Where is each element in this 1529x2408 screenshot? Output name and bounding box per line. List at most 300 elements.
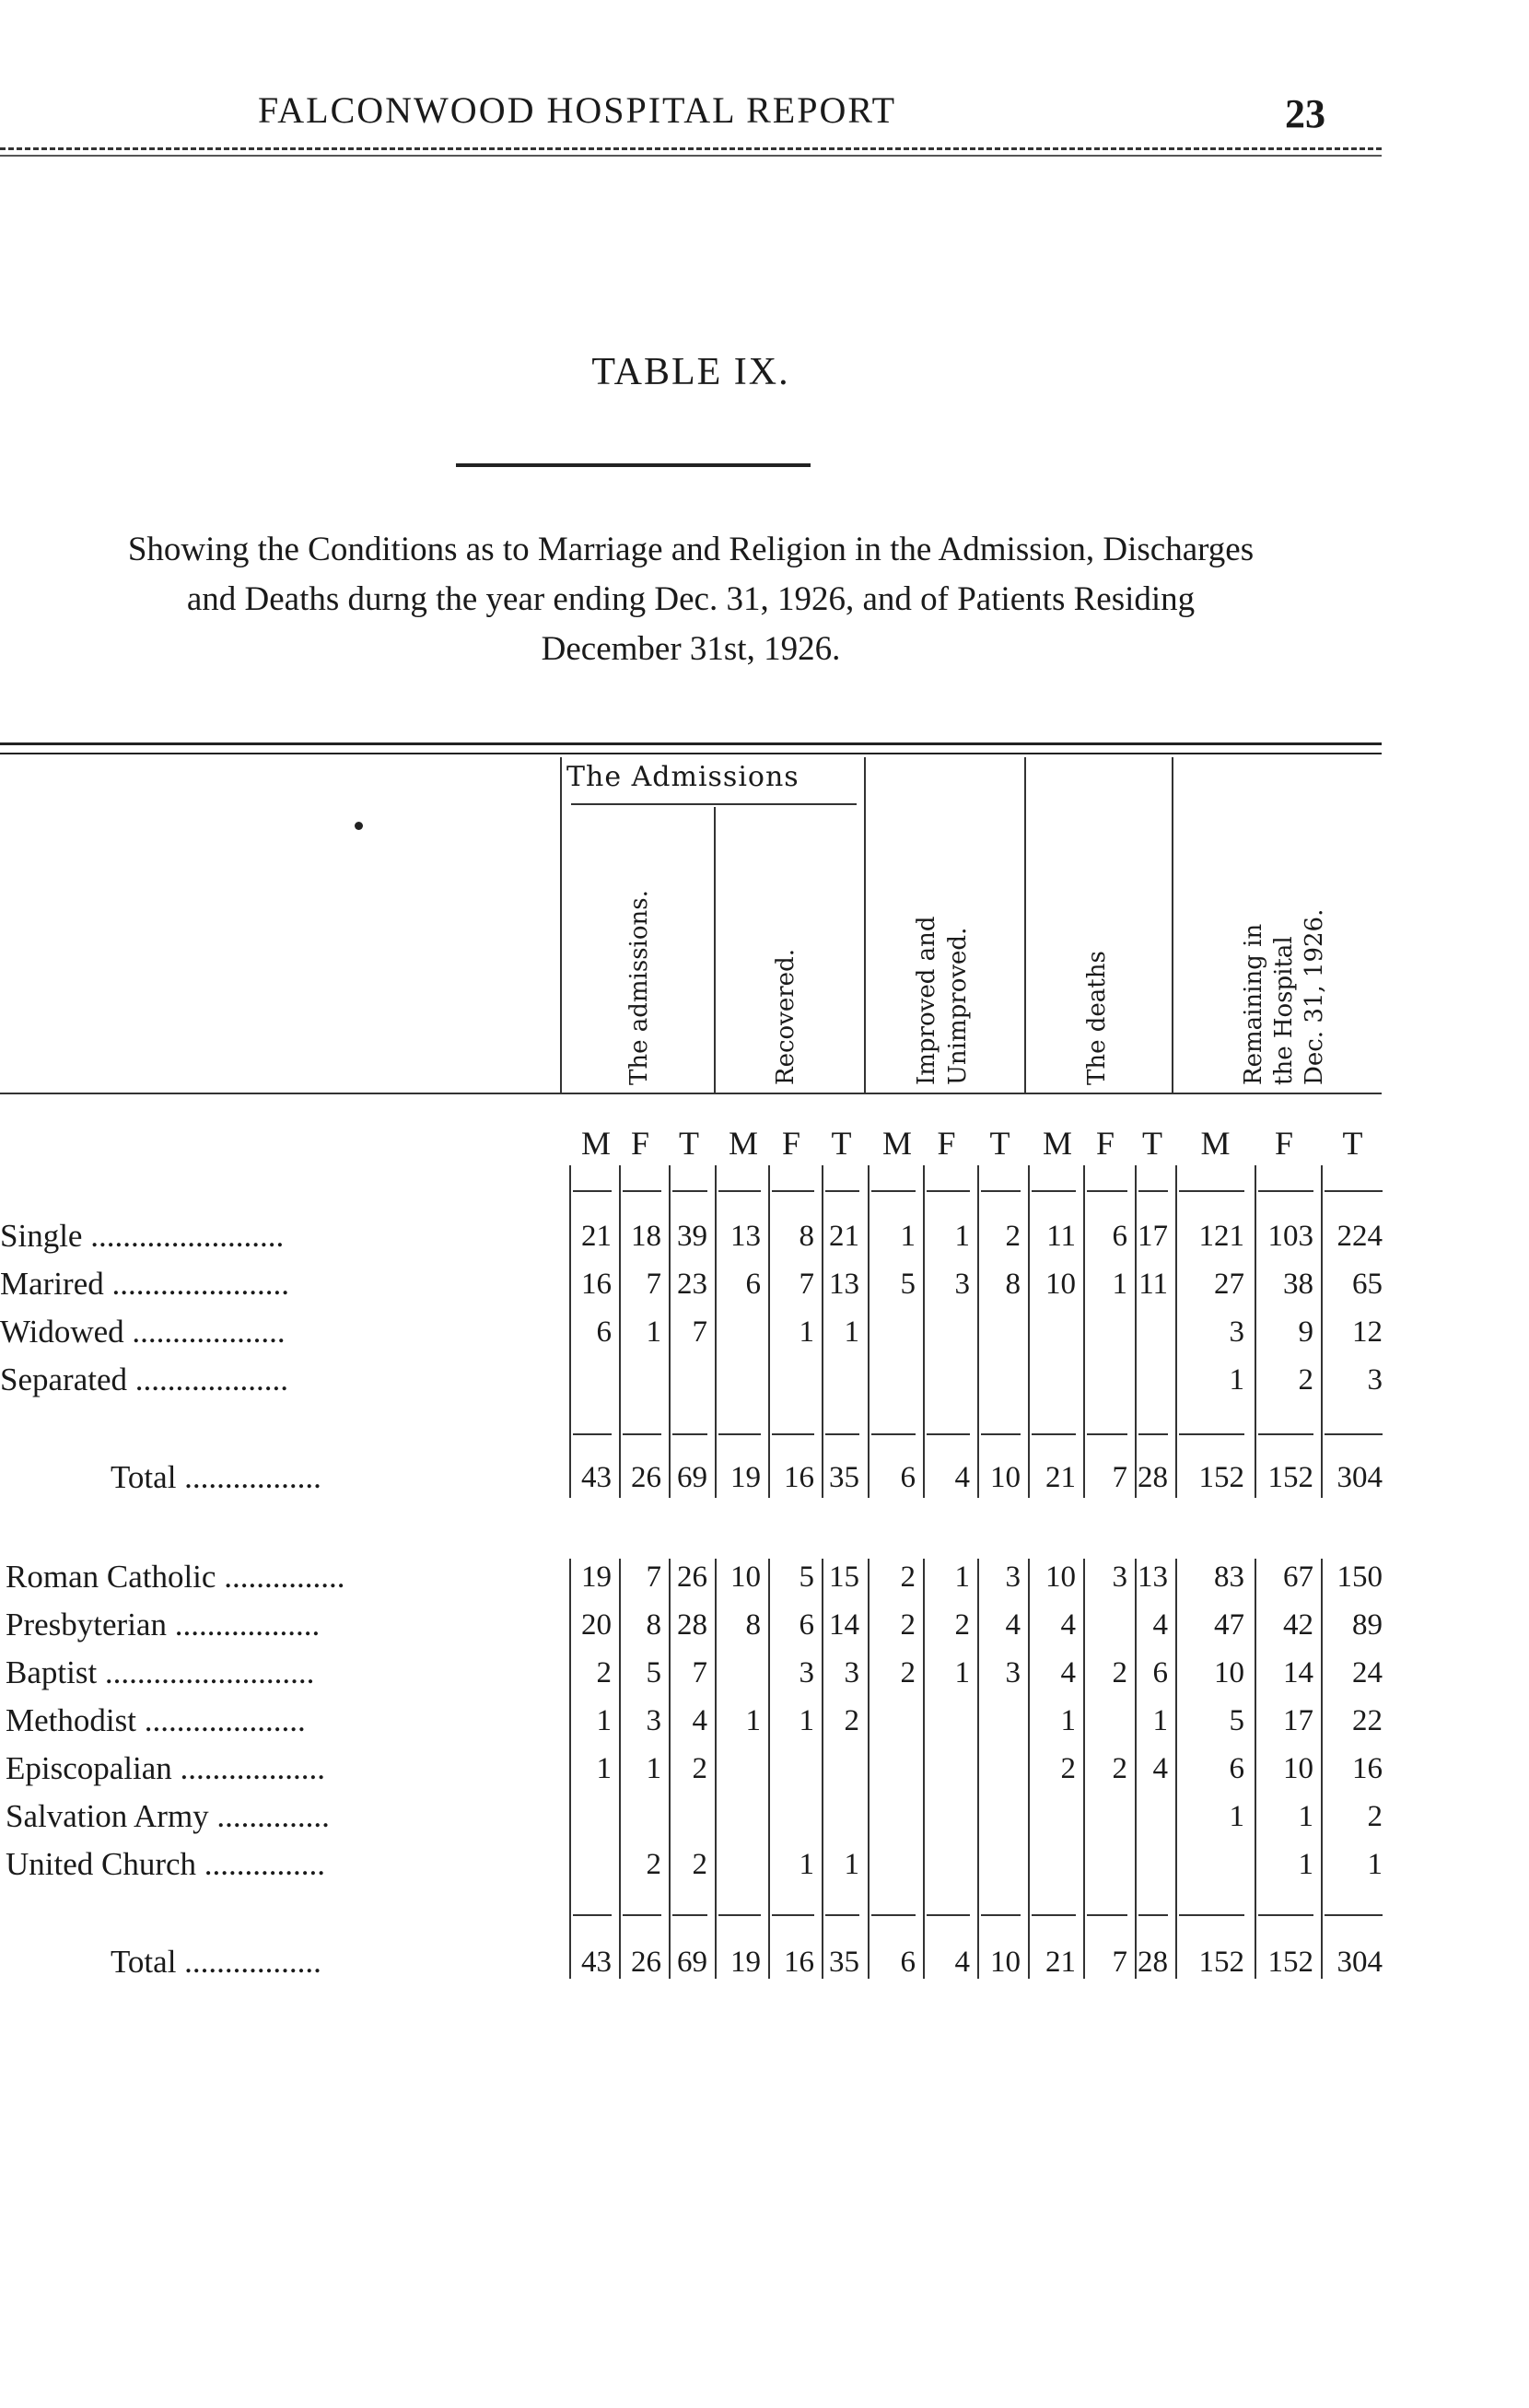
religion-row-0-cell: 3 bbox=[1005, 1561, 1021, 1594]
separator-segment bbox=[718, 1433, 761, 1435]
religion-row-0-label: Roman Catholic ............... bbox=[6, 1559, 345, 1595]
col-header-improved-1: Improved and bbox=[913, 916, 940, 1085]
marriage-row-1-cell: 8 bbox=[1005, 1268, 1021, 1301]
marriage-total-cell: 7 bbox=[1112, 1461, 1127, 1494]
sub-header-m: M bbox=[882, 1125, 914, 1162]
separator-segment bbox=[672, 1914, 707, 1916]
religion-row-4-cell: 10 bbox=[1283, 1752, 1313, 1785]
religion-row-4-cell: 4 bbox=[1152, 1752, 1168, 1785]
marriage-row-0-cell: 1 bbox=[954, 1220, 970, 1253]
marriage-row-1-cell: 16 bbox=[581, 1268, 612, 1301]
separator-segment bbox=[1032, 1190, 1076, 1192]
header-rule bbox=[0, 147, 1382, 150]
col-divider bbox=[1024, 757, 1026, 1093]
sub-header-m: M bbox=[1043, 1125, 1074, 1162]
religion-row-1-cell: 89 bbox=[1352, 1608, 1383, 1642]
marriage-total-cell: 26 bbox=[631, 1461, 661, 1494]
religion-row-3-cell: 1 bbox=[1152, 1704, 1168, 1737]
column-tick bbox=[1083, 1846, 1085, 1894]
marriage-total-cell: 35 bbox=[829, 1461, 859, 1494]
religion-total-cell: 21 bbox=[1045, 1946, 1076, 1979]
religion-row-2-cell: 7 bbox=[692, 1656, 707, 1689]
marriage-row-1-cell: 38 bbox=[1283, 1268, 1313, 1301]
title-rule bbox=[456, 463, 811, 467]
sub-header-m: M bbox=[729, 1125, 760, 1162]
column-tick bbox=[1083, 1314, 1085, 1362]
column-tick bbox=[1135, 1798, 1137, 1846]
separator-segment bbox=[1258, 1914, 1313, 1916]
religion-row-6-cell: 1 bbox=[1298, 1848, 1313, 1881]
separator-segment bbox=[1325, 1914, 1383, 1916]
religion-row-5-cell: 1 bbox=[1298, 1800, 1313, 1833]
column-tick bbox=[1135, 1165, 1137, 1221]
column-tick bbox=[868, 1314, 870, 1362]
caption-line-2: and Deaths durng the year ending Dec. 31, 1926, and of Patients Residing bbox=[186, 580, 1196, 618]
separator-segment bbox=[927, 1914, 970, 1916]
religion-row-6-cell: 2 bbox=[646, 1848, 661, 1881]
column-tick bbox=[923, 1846, 925, 1894]
column-tick bbox=[1135, 1362, 1137, 1409]
caption-line-3: December 31st, 1926. bbox=[541, 630, 841, 668]
marriage-row-2-cell: 12 bbox=[1352, 1315, 1383, 1349]
marriage-row-2-label: Widowed ................... bbox=[0, 1314, 286, 1350]
column-tick bbox=[1083, 1362, 1085, 1409]
religion-row-3-cell: 1 bbox=[799, 1704, 814, 1737]
column-tick bbox=[768, 1362, 770, 1409]
marriage-row-0-cell: 8 bbox=[799, 1220, 814, 1253]
separator-segment bbox=[1258, 1190, 1313, 1192]
sub-header-f: F bbox=[631, 1125, 651, 1162]
marriage-row-2-cell: 9 bbox=[1298, 1315, 1313, 1349]
religion-row-2-cell: 2 bbox=[1112, 1656, 1127, 1689]
column-tick bbox=[569, 1798, 571, 1846]
column-tick bbox=[1083, 1702, 1085, 1750]
marriage-row-3-cell: 3 bbox=[1367, 1363, 1383, 1397]
column-tick bbox=[822, 1798, 823, 1846]
marriage-total-cell: 21 bbox=[1045, 1461, 1076, 1494]
separator-segment bbox=[573, 1914, 612, 1916]
sub-header-f: F bbox=[937, 1125, 957, 1162]
sub-header-m: M bbox=[1200, 1125, 1231, 1162]
separator-segment bbox=[1179, 1433, 1244, 1435]
table-title: TABLE IX. bbox=[591, 351, 790, 393]
separator-segment bbox=[672, 1190, 707, 1192]
marriage-row-3-cell: 1 bbox=[1229, 1363, 1244, 1397]
sub-header-f: F bbox=[1096, 1125, 1116, 1162]
religion-row-2-cell: 3 bbox=[799, 1656, 814, 1689]
religion-row-6-cell: 1 bbox=[1367, 1848, 1383, 1881]
religion-total-cell: 69 bbox=[677, 1946, 707, 1979]
separator-segment bbox=[1087, 1914, 1127, 1916]
religion-row-0-cell: 15 bbox=[829, 1561, 859, 1594]
column-tick bbox=[1175, 1165, 1177, 1221]
column-tick bbox=[923, 1314, 925, 1362]
separator-segment bbox=[871, 1433, 916, 1435]
table-top-rule bbox=[0, 742, 1382, 745]
religion-row-0-cell: 19 bbox=[581, 1561, 612, 1594]
religion-row-0-cell: 3 bbox=[1112, 1561, 1127, 1594]
group-underline bbox=[571, 803, 857, 805]
column-tick bbox=[768, 1165, 770, 1221]
col-header-admissions: The admissions. bbox=[625, 890, 653, 1085]
col-divider bbox=[714, 807, 716, 1093]
separator-segment bbox=[927, 1190, 970, 1192]
marriage-row-2-cell: 1 bbox=[799, 1315, 814, 1349]
column-tick bbox=[977, 1165, 979, 1221]
religion-row-2-cell: 2 bbox=[900, 1656, 916, 1689]
separator-segment bbox=[871, 1914, 916, 1916]
religion-row-5-label: Salvation Army .............. bbox=[6, 1798, 330, 1834]
religion-row-5-cell: 2 bbox=[1367, 1800, 1383, 1833]
marriage-row-1-cell: 7 bbox=[646, 1268, 661, 1301]
column-tick bbox=[868, 1362, 870, 1409]
separator-segment bbox=[718, 1190, 761, 1192]
column-tick bbox=[1321, 1165, 1323, 1221]
religion-row-3-cell: 5 bbox=[1229, 1704, 1244, 1737]
column-tick bbox=[1028, 1362, 1030, 1409]
marriage-row-0-label: Single ........................ bbox=[0, 1218, 285, 1254]
marriage-row-0-cell: 6 bbox=[1112, 1220, 1127, 1253]
sub-header-t: T bbox=[679, 1125, 700, 1162]
stray-mark bbox=[355, 822, 363, 830]
column-tick bbox=[868, 1702, 870, 1750]
religion-row-0-cell: 13 bbox=[1138, 1561, 1168, 1594]
religion-total-cell: 304 bbox=[1336, 1946, 1383, 1979]
separator-segment bbox=[1179, 1914, 1244, 1916]
religion-row-0-cell: 26 bbox=[677, 1561, 707, 1594]
column-tick bbox=[1083, 1798, 1085, 1846]
table-top-rule-inner bbox=[0, 753, 1382, 754]
religion-total-cell: 7 bbox=[1112, 1946, 1127, 1979]
column-tick bbox=[619, 1798, 621, 1846]
column-tick bbox=[977, 1362, 979, 1409]
column-tick bbox=[822, 1362, 823, 1409]
marriage-total-cell: 16 bbox=[784, 1461, 814, 1494]
col-header-remaining-1: Remaining in bbox=[1240, 923, 1267, 1085]
marriage-row-3-label: Separated ................... bbox=[0, 1362, 288, 1397]
separator-segment bbox=[623, 1190, 661, 1192]
column-tick bbox=[569, 1362, 571, 1409]
marriage-total-label: Total ................. bbox=[111, 1459, 321, 1495]
religion-row-6-cell: 1 bbox=[799, 1848, 814, 1881]
separator-segment bbox=[718, 1914, 761, 1916]
sub-header-t: T bbox=[831, 1125, 853, 1162]
separator-segment bbox=[1138, 1433, 1168, 1435]
group-label-admissions: The Admissions bbox=[566, 761, 800, 793]
marriage-total-cell: 6 bbox=[900, 1461, 916, 1494]
marriage-row-2-cell: 1 bbox=[646, 1315, 661, 1349]
separator-segment bbox=[825, 1914, 859, 1916]
religion-row-6-cell: 2 bbox=[692, 1848, 707, 1881]
marriage-row-0-cell: 1 bbox=[900, 1220, 916, 1253]
separator-segment bbox=[825, 1433, 859, 1435]
marriage-total-cell: 152 bbox=[1267, 1461, 1313, 1494]
religion-row-4-cell: 2 bbox=[1060, 1752, 1076, 1785]
separator-segment bbox=[981, 1190, 1021, 1192]
religion-row-4-label: Episcopalian .................. bbox=[6, 1750, 326, 1786]
religion-row-2-cell: 14 bbox=[1283, 1656, 1313, 1689]
column-tick bbox=[715, 1314, 717, 1362]
col-header-recovered: Recovered. bbox=[772, 949, 800, 1085]
column-tick bbox=[669, 1798, 671, 1846]
page-number: 23 bbox=[1285, 91, 1325, 136]
column-tick bbox=[977, 1314, 979, 1362]
sub-header-t: T bbox=[1342, 1125, 1364, 1162]
religion-row-3-cell: 1 bbox=[745, 1704, 761, 1737]
religion-row-4-cell: 16 bbox=[1352, 1752, 1383, 1785]
religion-row-2-cell: 3 bbox=[844, 1656, 859, 1689]
religion-row-4-cell: 1 bbox=[596, 1752, 612, 1785]
marriage-row-0-cell: 21 bbox=[829, 1220, 859, 1253]
separator-segment bbox=[981, 1914, 1021, 1916]
column-tick bbox=[977, 1846, 979, 1894]
marriage-row-1-label: Marired ...................... bbox=[0, 1266, 289, 1302]
separator-segment bbox=[772, 1433, 814, 1435]
religion-total-label: Total ................. bbox=[111, 1944, 321, 1980]
separator-segment bbox=[772, 1190, 814, 1192]
column-tick bbox=[619, 1165, 621, 1221]
marriage-row-1-cell: 13 bbox=[829, 1268, 859, 1301]
column-tick bbox=[923, 1362, 925, 1409]
marriage-row-0-cell: 224 bbox=[1336, 1220, 1383, 1253]
religion-row-0-cell: 83 bbox=[1214, 1561, 1244, 1594]
religion-row-2-cell: 24 bbox=[1352, 1656, 1383, 1689]
religion-row-4-cell: 2 bbox=[692, 1752, 707, 1785]
marriage-row-1-cell: 10 bbox=[1045, 1268, 1076, 1301]
sub-header-t: T bbox=[989, 1125, 1011, 1162]
separator-segment bbox=[1138, 1914, 1168, 1916]
religion-row-4-cell: 1 bbox=[646, 1752, 661, 1785]
marriage-row-0-cell: 103 bbox=[1267, 1220, 1313, 1253]
column-tick bbox=[1083, 1607, 1085, 1654]
marriage-row-1-cell: 7 bbox=[799, 1268, 814, 1301]
religion-row-3-cell: 1 bbox=[596, 1704, 612, 1737]
separator-segment bbox=[1138, 1190, 1168, 1192]
column-tick bbox=[669, 1165, 671, 1221]
column-tick bbox=[569, 1846, 571, 1894]
col-header-remaining-3: Dec. 31, 1926. bbox=[1301, 908, 1328, 1085]
column-tick bbox=[1028, 1846, 1030, 1894]
column-tick bbox=[822, 1750, 823, 1798]
separator-segment bbox=[981, 1433, 1021, 1435]
religion-total-cell: 10 bbox=[990, 1946, 1021, 1979]
religion-row-2-cell: 6 bbox=[1152, 1656, 1168, 1689]
religion-row-0-cell: 10 bbox=[1045, 1561, 1076, 1594]
sub-header-f: F bbox=[782, 1125, 802, 1162]
religion-row-3-cell: 1 bbox=[1060, 1704, 1076, 1737]
column-tick bbox=[923, 1702, 925, 1750]
religion-row-1-cell: 47 bbox=[1214, 1608, 1244, 1642]
column-tick bbox=[715, 1165, 717, 1221]
column-tick bbox=[923, 1798, 925, 1846]
religion-row-6-cell: 1 bbox=[844, 1848, 859, 1881]
column-tick bbox=[715, 1750, 717, 1798]
column-tick bbox=[868, 1165, 870, 1221]
religion-row-1-cell: 8 bbox=[745, 1608, 761, 1642]
religion-row-1-cell: 4 bbox=[1060, 1608, 1076, 1642]
separator-segment bbox=[1325, 1190, 1383, 1192]
col-header-remaining-2: the Hospital bbox=[1270, 936, 1298, 1085]
column-tick bbox=[768, 1750, 770, 1798]
marriage-row-0-cell: 121 bbox=[1198, 1220, 1244, 1253]
religion-row-1-cell: 4 bbox=[1005, 1608, 1021, 1642]
column-tick bbox=[1028, 1798, 1030, 1846]
marriage-row-2-cell: 1 bbox=[844, 1315, 859, 1349]
column-tick bbox=[868, 1750, 870, 1798]
column-tick bbox=[822, 1165, 823, 1221]
marriage-total-cell: 304 bbox=[1336, 1461, 1383, 1494]
column-tick bbox=[715, 1654, 717, 1702]
marriage-row-1-cell: 5 bbox=[900, 1268, 916, 1301]
marriage-total-cell: 152 bbox=[1198, 1461, 1244, 1494]
religion-row-3-cell: 4 bbox=[692, 1704, 707, 1737]
column-tick bbox=[569, 1165, 571, 1221]
religion-total-cell: 4 bbox=[954, 1946, 970, 1979]
separator-segment bbox=[927, 1433, 970, 1435]
col-header-improved-2: Unimproved. bbox=[944, 927, 972, 1085]
marriage-row-0-cell: 17 bbox=[1138, 1220, 1168, 1253]
religion-row-4-cell: 6 bbox=[1229, 1752, 1244, 1785]
separator-segment bbox=[772, 1914, 814, 1916]
religion-row-2-cell: 1 bbox=[954, 1656, 970, 1689]
column-tick bbox=[715, 1846, 717, 1894]
marriage-row-0-cell: 39 bbox=[677, 1220, 707, 1253]
sub-header-t: T bbox=[1142, 1125, 1163, 1162]
column-tick bbox=[619, 1362, 621, 1409]
religion-row-1-cell: 20 bbox=[581, 1608, 612, 1642]
religion-row-2-cell: 10 bbox=[1214, 1656, 1244, 1689]
separator-segment bbox=[1087, 1190, 1127, 1192]
col-divider bbox=[560, 757, 562, 1093]
religion-row-1-cell: 14 bbox=[829, 1608, 859, 1642]
marriage-total-cell: 28 bbox=[1138, 1461, 1168, 1494]
marriage-row-1-cell: 1 bbox=[1112, 1268, 1127, 1301]
religion-total-cell: 26 bbox=[631, 1946, 661, 1979]
religion-row-1-cell: 28 bbox=[677, 1608, 707, 1642]
religion-total-cell: 6 bbox=[900, 1946, 916, 1979]
column-tick bbox=[1028, 1165, 1030, 1221]
marriage-total-cell: 4 bbox=[954, 1461, 970, 1494]
marriage-row-3-cell: 2 bbox=[1298, 1363, 1313, 1397]
column-tick bbox=[715, 1798, 717, 1846]
separator-segment bbox=[1087, 1433, 1127, 1435]
column-tick bbox=[1083, 1165, 1085, 1221]
separator-segment bbox=[1258, 1433, 1313, 1435]
marriage-row-1-cell: 3 bbox=[954, 1268, 970, 1301]
marriage-row-1-cell: 11 bbox=[1138, 1268, 1168, 1301]
column-tick bbox=[768, 1798, 770, 1846]
sub-header-m: M bbox=[581, 1125, 613, 1162]
separator-segment bbox=[573, 1433, 612, 1435]
separator-segment bbox=[825, 1190, 859, 1192]
religion-row-2-label: Baptist .......................... bbox=[6, 1654, 315, 1690]
marriage-row-0-cell: 11 bbox=[1046, 1220, 1076, 1253]
report-header: FALCONWOOD HOSPITAL REPORT bbox=[258, 89, 897, 131]
marriage-row-1-cell: 27 bbox=[1214, 1268, 1244, 1301]
marriage-row-0-cell: 13 bbox=[730, 1220, 761, 1253]
religion-total-cell: 152 bbox=[1267, 1946, 1313, 1979]
separator-segment bbox=[1032, 1914, 1076, 1916]
religion-row-2-cell: 3 bbox=[1005, 1656, 1021, 1689]
column-tick bbox=[977, 1702, 979, 1750]
column-tick bbox=[977, 1750, 979, 1798]
column-tick bbox=[923, 1750, 925, 1798]
column-tick bbox=[1028, 1314, 1030, 1362]
marriage-row-0-cell: 2 bbox=[1005, 1220, 1021, 1253]
religion-row-2-cell: 2 bbox=[596, 1656, 612, 1689]
column-tick bbox=[868, 1798, 870, 1846]
religion-total-cell: 16 bbox=[784, 1946, 814, 1979]
separator-segment bbox=[672, 1433, 707, 1435]
religion-row-3-cell: 2 bbox=[844, 1704, 859, 1737]
col-header-deaths: The deaths bbox=[1083, 951, 1111, 1085]
religion-total-cell: 152 bbox=[1198, 1946, 1244, 1979]
religion-row-0-cell: 2 bbox=[900, 1561, 916, 1594]
marriage-row-0-cell: 21 bbox=[581, 1220, 612, 1253]
marriage-row-2-cell: 3 bbox=[1229, 1315, 1244, 1349]
marriage-row-1-cell: 6 bbox=[745, 1268, 761, 1301]
religion-row-5-cell: 1 bbox=[1229, 1800, 1244, 1833]
religion-row-1-cell: 6 bbox=[799, 1608, 814, 1642]
religion-row-1-cell: 4 bbox=[1152, 1608, 1168, 1642]
separator-segment bbox=[623, 1914, 661, 1916]
marriage-row-2-cell: 6 bbox=[596, 1315, 612, 1349]
religion-row-2-cell: 4 bbox=[1060, 1656, 1076, 1689]
separator-segment bbox=[1032, 1433, 1076, 1435]
caption-line-1: Showing the Conditions as to Marriage and Religion in the Admission, Discharges bbox=[127, 531, 1255, 568]
separator-segment bbox=[871, 1190, 916, 1192]
religion-row-0-cell: 1 bbox=[954, 1561, 970, 1594]
religion-row-0-cell: 7 bbox=[646, 1561, 661, 1594]
religion-row-0-cell: 10 bbox=[730, 1561, 761, 1594]
marriage-row-1-cell: 23 bbox=[677, 1268, 707, 1301]
religion-row-3-cell: 17 bbox=[1283, 1704, 1313, 1737]
separator-segment bbox=[1325, 1433, 1383, 1435]
col-divider bbox=[864, 757, 866, 1093]
religion-row-3-cell: 22 bbox=[1352, 1704, 1383, 1737]
separator-segment bbox=[1179, 1190, 1244, 1192]
marriage-total-cell: 10 bbox=[990, 1461, 1021, 1494]
marriage-total-cell: 69 bbox=[677, 1461, 707, 1494]
column-tick bbox=[923, 1165, 925, 1221]
marriage-total-cell: 19 bbox=[730, 1461, 761, 1494]
marriage-row-2-cell: 7 bbox=[692, 1315, 707, 1349]
religion-total-cell: 35 bbox=[829, 1946, 859, 1979]
religion-row-3-cell: 3 bbox=[646, 1704, 661, 1737]
religion-row-1-cell: 42 bbox=[1283, 1608, 1313, 1642]
marriage-row-1-cell: 65 bbox=[1352, 1268, 1383, 1301]
column-tick bbox=[1175, 1846, 1177, 1894]
religion-row-1-label: Presbyterian .................. bbox=[6, 1607, 321, 1642]
religion-row-2-cell: 5 bbox=[646, 1656, 661, 1689]
religion-row-1-cell: 2 bbox=[954, 1608, 970, 1642]
column-tick bbox=[868, 1846, 870, 1894]
religion-total-cell: 43 bbox=[581, 1946, 612, 1979]
column-tick bbox=[669, 1362, 671, 1409]
marriage-total-cell: 43 bbox=[581, 1461, 612, 1494]
marriage-row-0-cell: 18 bbox=[631, 1220, 661, 1253]
religion-total-cell: 28 bbox=[1138, 1946, 1168, 1979]
separator-segment bbox=[623, 1433, 661, 1435]
religion-row-0-cell: 5 bbox=[799, 1561, 814, 1594]
header-rule-lower bbox=[0, 155, 1382, 157]
table-caption bbox=[0, 525, 1382, 674]
col-divider bbox=[1172, 757, 1173, 1093]
separator-segment bbox=[573, 1190, 612, 1192]
religion-row-3-label: Methodist .................... bbox=[6, 1702, 306, 1738]
religion-row-4-cell: 2 bbox=[1112, 1752, 1127, 1785]
religion-row-1-cell: 2 bbox=[900, 1608, 916, 1642]
